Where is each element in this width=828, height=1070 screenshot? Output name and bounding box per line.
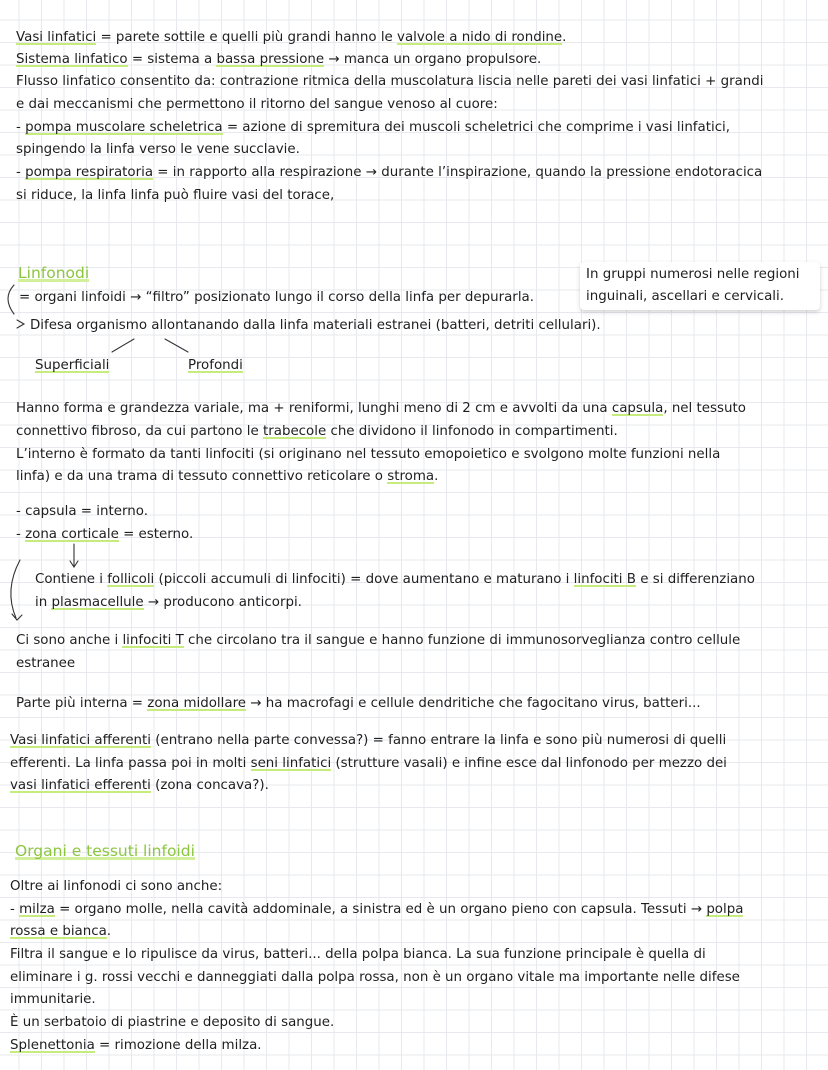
line-immunitarie: immunitarie. (10, 992, 96, 1007)
line-interno: L’interno è formato da tanti linfociti (si originano nel tessuto emopoietico e svolgono molte funzioni nella (16, 447, 721, 462)
note-line-2: inguinali, ascellari e cervicali. (586, 289, 784, 304)
line-splenettonia: Splenettonia = rimozione della milza. (10, 1038, 262, 1053)
line-vene-succlavie: spingendo la linfa verso le vene succlavie. (16, 142, 300, 157)
line-follicoli: Contiene i follicoli (piccoli accumuli di linfociti) = dove aumentano e maturano i linfociti B e si differenziano (35, 572, 755, 587)
branch-profondi: Profondi (188, 358, 243, 373)
line-flusso: Flusso linfatico consentito da: contrazione ritmica della muscolatura liscia nelle pareti dei vasi linfatici + grandi (16, 74, 764, 89)
arrow-down-corticale (70, 544, 78, 567)
line-afferenti: Vasi linfatici afferenti (entrano nella parte convessa?) = fanno entrare la linfa e sono più numerosi di quelli (10, 733, 727, 748)
line-definizione: = organi linfoidi → “filtro” posizionato lungo il corso della linfa per depurarla. (19, 290, 534, 305)
line-plasmacellule: in plasmacellule → producono anticorpi. (35, 595, 302, 610)
line-pompa-muscolare: - pompa muscolare scheletrica = azione di spremitura dei muscoli scheletrici che comprime i vasi linfatici, (16, 120, 731, 135)
section-title-organi: Organi e tessuti linfoidi (15, 842, 195, 860)
arrow-head-difesa (17, 320, 24, 328)
line-efferenti: vasi linfatici efferenti (zona concava?). (10, 778, 269, 793)
line-eliminare: eliminare i g. rossi vecchi e danneggiati dalla polpa rossa, non è un organo vitale ma importante nelle difese (10, 970, 740, 985)
line-zona-midollare: Parte più interna = zona midollare → ha macrofagi e cellule dendritiche che fagocitano virus, batteri... (16, 696, 701, 711)
section-title-linfonodi: Linfonodi (18, 264, 90, 282)
branch-line-right (165, 339, 188, 352)
line-forma: Hanno forma e grandezza variale, ma + reniformi, lunghi meno di 2 cm e avvolti da una capsula, nel tessuto (16, 401, 746, 416)
line-difesa: Difesa organismo allontanando dalla linfa materiali estranei (batteri, detriti cellulari). (30, 318, 601, 333)
line-linfociti-t: Ci sono anche i linfociti T che circolano tra il sangue e hanno funzione di immunosorveglianza contro cellule (16, 633, 741, 648)
brace-left-definition (8, 285, 14, 314)
line-filtra: Filtra il sangue e lo ripulisce da virus, batteri... della polpa bianca. La sua funzione principale è quella di (10, 947, 706, 962)
note-line-1: In gruppi numerosi nelle regioni (586, 267, 800, 282)
line-vasi-linfatici: Vasi linfatici = parete sottile e quelli più grandi hanno le valvole a nido di rondine. (16, 30, 567, 45)
note-box (580, 262, 820, 310)
line-torace: si riduce, la linfa linfa può fluire vasi del torace, (16, 188, 335, 203)
line-pompa-respiratoria: - pompa respiratoria = in rapporto alla respirazione → durante l’inspirazione, quando la pressione endotoracica (16, 165, 763, 180)
line-oltre: Oltre ai linfonodi ci sono anche: (10, 879, 223, 894)
line-stroma: linfa) e da una trama di tessuto connettivo reticolare o stroma. (16, 469, 439, 484)
line-rossa-bianca: rossa e bianca. (10, 924, 112, 939)
line-milza: - milza = organo molle, nella cavità addominale, a sinistra ed è un organo pieno con capsula. Tessuti → polpa (10, 902, 744, 917)
line-meccanismi: e dai meccanismi che permettono il ritorno del sangue venoso al cuore: (16, 97, 498, 112)
line-zona-corticale: - zona corticale = esterno. (16, 527, 194, 542)
branch-line-left (112, 339, 134, 352)
line-seni-linfatici: efferenti. La linfa passa poi in molti seni linfatici (strutture vasali) e infine esce dal linfonodo per mezzo dei (10, 756, 727, 771)
line-sistema-linfatico: Sistema linfatico = sistema a bassa pressione → manca un organo propulsore. (16, 52, 542, 67)
curve-bracket-corticale (11, 560, 22, 620)
line-capsula: - capsula = interno. (16, 504, 148, 519)
line-estranee: estranee (16, 656, 76, 671)
line-trabecole: connettivo fibroso, da cui partono le trabecole che dividono il linfonodo in compartimenti. (16, 424, 618, 439)
branch-superficiali: Superficiali (35, 358, 110, 373)
line-serbatoio: È un serbatoio di piastrine e deposito di sangue. (10, 1015, 335, 1030)
